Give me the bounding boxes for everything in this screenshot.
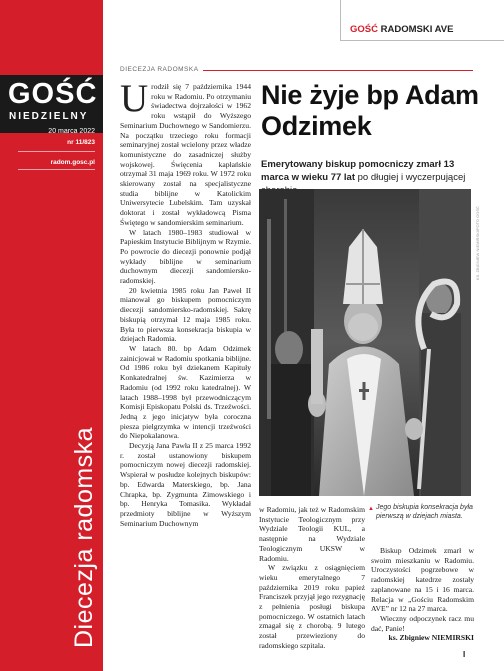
- bishop-photo: [259, 189, 471, 496]
- article-column-3: [371, 546, 474, 643]
- section-label: DIECEZJA RADOMSKA: [120, 66, 199, 73]
- paragraph: W związku z osiągnięciem wieku emerytalnego 7 października 2019 roku papież Franciszek przyjął jego rezygnację z pełnienia posługi biskupa pomocniczego. W ostatnich latach zmagał się z chorobą. 9 lutego został przewieziony do radomskiego szpitala.: [259, 563, 365, 650]
- article-author: ks. Zbigniew NIEMIRSKI: [388, 633, 474, 643]
- paragraph: Biskup Odzimek zmarł w swoim mieszkaniu w Radomiu. Uroczystości pogrzebowe w radomskiej katedrze zostały zaplanowane na 15 i 16 marca. Relacja w „Gościu Radomskim AVE” nr 12 na 27 marca.: [371, 546, 474, 614]
- header-divider: [340, 0, 341, 40]
- vertical-section-label: Diecezja radomska: [70, 426, 98, 648]
- article-title: Nie żyje bp Adam Odzimek: [261, 80, 479, 141]
- sidebar-divider: [18, 151, 95, 152]
- issue-number: nr 11/823: [67, 139, 95, 146]
- issue-date: 20 marca 2022: [48, 128, 95, 135]
- header-rule: [340, 40, 504, 41]
- header-brand: [350, 24, 453, 35]
- paragraph: rodził się 7 października 1944 roku w Radomiu. Po otrzymaniu świadectwa dojrzałości w 1962 roku wstąpił do Wyższego Seminarium Duchownego w Sandomierzu. Na początku trzeciego roku formacji seminaryjnej został wcielony przez władze komunistyczne do zasadniczej służby wojskowej. Święcenia kapłańskie otrzymał 31 maja 1969 roku. W 1972 roku skierowany został na specjalistyczne studia biblijne w Katolickim Uniwersytecie Lubelskim. Tam uzyskał doktorat i został wykładowcą Pisma Świętego w sandomierskim seminarium.: [120, 82, 251, 227]
- paragraph: Decyzją Jana Pawła II z 25 marca 1992 r. został ustanowiony biskupem pomocniczym nowej diecezji radomskiej. Wspierał w posłudze kolejnych biskupów: bp. Edwarda Materskiego, bp. Jana Chrapka, bp. Zygmunta Zimowskiego i bp. Henryka Tomasika. Wykładał przedmioty biblijne w Wyższym Seminarium Duchownym: [120, 441, 251, 528]
- brand-red: GOŚĆ: [350, 24, 378, 35]
- paragraph: W latach 80. bp Adam Odzimek zainicjował w Radomiu spotkania biblijne. Od 1986 roku był dziekanem Kapituły Konkatedralnej św. Kazimierza w Radomiu (od 1992 roku katedralnej). W latach 1988–1998 był przewodniczącym Komisji Episkopatu Polski ds. Trzeźwości. Jedną z jego inicjatyw była coroczna piesza pielgrzymka w intencji trzeźwości do Niepokalanowa.: [120, 343, 251, 441]
- page-number: I: [463, 650, 466, 659]
- caption-triangle-icon: ▲: [368, 506, 374, 512]
- logo-title: GOŚĆ: [8, 78, 98, 110]
- article-column-1: [120, 77, 251, 528]
- sidebar-divider: [18, 169, 95, 170]
- paragraph: w Radomiu, jak też w Radomskim Instytucie Teologicznym przy Wydziale Teologii KUL, a następnie na Wydziale Teologicznym UKSW w Radomiu.: [259, 505, 365, 563]
- drop-cap: U: [120, 77, 149, 120]
- article-column-2: [259, 505, 365, 651]
- section-rule: [203, 70, 473, 71]
- paragraph: Wieczny odpoczynek racz mu dać, Panie!: [371, 613, 474, 633]
- red-sidebar: [0, 0, 103, 671]
- bishop-photo-illustration: [259, 189, 471, 496]
- paragraph: W latach 1980–1983 studiował w Papieskim Instytucie Biblijnym w Rzymie. Po powrocie do diecezji ponownie podjął wykłady biblijne w seminarium duchownym diecezji sandomiersko-radomskiej.: [120, 227, 251, 286]
- lead-bold: Emerytowany biskup pomocniczy zmarł 13 marca w wieku 77 lat: [261, 159, 455, 183]
- website-link[interactable]: radom.gosc.pl: [50, 159, 95, 166]
- paragraph: 20 kwietnia 1985 roku Jan Paweł II mianował go biskupem pomocniczym diecezji sandomiersko-radomskiej. Sakrę biskupią otrzymał 12 maja 1985 roku. Była to pierwsza konsekracja biskupia w dziejach Radomia.: [120, 285, 251, 344]
- logo-subtitle: NIEDZIELNY: [9, 111, 89, 122]
- brand-black: RADOMSKI AVE: [380, 24, 454, 35]
- photo-credit: KS. ZBIGNIEW NIEMIRSKI/FOTO GOŚĆ: [475, 206, 480, 280]
- photo-caption: Jego biskupia konsekracja była pierwszą w dziejach miasta.: [376, 504, 473, 520]
- magazine-logo[interactable]: [0, 75, 103, 133]
- lead-rest: po długiej i wyczerpującej: [357, 172, 466, 183]
